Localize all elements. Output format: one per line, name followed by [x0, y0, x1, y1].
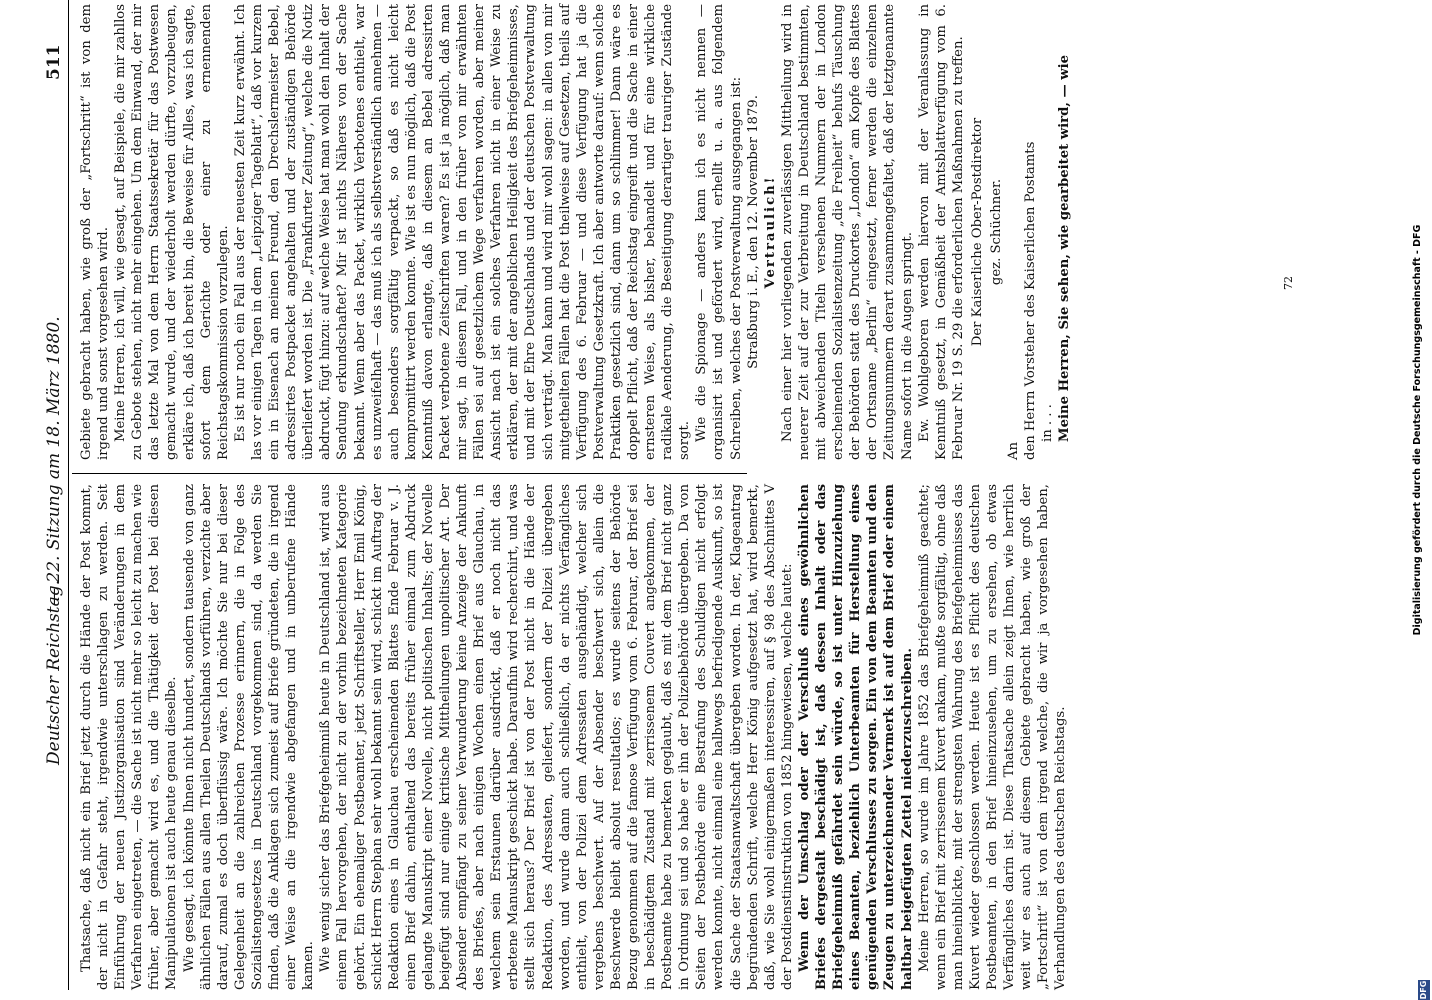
- signature-number: 72: [1282, 276, 1295, 290]
- letter-address-3: in . . .: [1040, 404, 1056, 442]
- page-number: 511: [44, 44, 64, 80]
- right-paragraph-closing: Meine Herren, Sie sehen, wie gearbeitet wird, — wie: [1057, 54, 1073, 442]
- letter-address-1: An: [1006, 441, 1022, 460]
- header-session-date: — 22. Sitzung am 18. März 1880.: [44, 316, 64, 605]
- right-column: [78, 4, 1073, 460]
- right-paragraph-2: Meine Herren, ich will, wie gesagt, auf Beispiele, die mir zahllos zu Gebote stehen, nicht mehr eingehen. Um dem Einwand, der mir das letzte Mal von dem Herrn Staatssekretär für das Postwesen gemacht wurde, und der wiederholt werden dürfte, vorzubeugen, erkläre ich, daß ich bereit bin, die Beweise für Alles, was ich sagte, sofort dem Gerichte oder einer zu ernennenden Reichstagskommission vorzulegen.: [113, 4, 231, 460]
- header-left-title: Deutscher Reichstag.: [44, 580, 64, 765]
- column-divider: [72, 473, 747, 474]
- right-paragraph-1: Gebiete gebracht haben, wie groß der „Fortschritt“ ist von dem irgend und sonst vorgesehen wird.: [79, 4, 112, 460]
- right-paragraph-4: Wie die Spionage — anders kann ich es nicht nennen — organisirt ist und gefördert wird, erhellt u. a. aus folgendem Schreiben, welches der Postverwaltung ausgegangen ist:: [694, 4, 744, 460]
- letter-dateline: Straßburg i. E., den 12. November 1879.: [745, 95, 761, 369]
- right-paragraph-3: Es ist nur noch ein Fall aus der neuesten Zeit kurz erwähnt. Ich las vor einigen Tagen in dem „Leipziger Tageblatt“, daß vor kurzem ein in Eisenach an meinen Freund, den Drechslermeister Bebel, adressirtes Postpacket angehalten und der zuständigen Behörde überliefert worden ist. Die „Frankfurter Zeitung“, welche die Notiz abdruckt, fügt hinzu: auf welche Weise hat man wohl den Inhalt der Sendung erkundschaftet? Mir ist nichts Näheres von der Sache bekannt. Wenn aber das Packet, wirklich Verbotenes enthielt, war es unzweifelhaft — das muß ich als selbstverständlich annehmen — auch besonders sorgfältig verpackt, so daß es nicht leicht kompromittirt werden konnte. Wie ist es nun möglich, daß die Post Kenntniß davon erlangte, daß in diesem an Bebel adressirten Packet verbotene Zeitschriften waren? Es ist ja möglich, daß man mir sagt, in diesem Fall, und in den früher von mir erwähnten Fällen sei auf gesetzlichem Wege verfahren worden, aber meiner Ansicht nach ist ein solches Verfahren nicht in einer Weise zu erklären, der mit der angeblichen Heiligkeit des Briefgeheimnisses, und mit der Ehre Deutschlands und der deutschen Postverwaltung sich verträgt. Man kann und wird mir wohl sagen: in allen von mir mitgetheilten Fällen hat die Post theilweise auf Gesetzen, theils auf Verfügung des 6. Februar — und diese Verfügung hat ja die Postverwaltung Gesetzkraft. Ich aber antworte darauf: wenn solche Praktiken gesetzlich sind, dann um so schlimmer! Dann wäre es doppelt Pflicht, daß der Reichstag eingreift und die Sache in einer ernsteren Weise, als bisher, behandelt und für eine wirkliche radikale Aenderung, die Beseitigung derartiger trauriger Zustände sorgt.: [232, 4, 693, 460]
- letter-body-2: Ew. Wohlgeboren werden hiervon mit der Veranlassung in Kenntniß gesetzt, in Gemäßheit der Amtsblattverfügung vom 6. Februar Nr. 19 S. 29 die erforderlichen Maßnahmen zu treffen.: [916, 4, 966, 460]
- letter-confidential: Vertraulich!: [762, 175, 778, 289]
- left-paragraph-2: Wie gesagt, ich könnte Ihnen nicht hundert, sondern tausende von ganz ähnlichen Fällen aus allen Theilen Deutschlands vorführen, verzichte aber darauf, zumal es doch überflüssig wäre. Ich möchte Sie nur bei dieser Gelegenheit an die zahlreichen Prozesse erinnern, die in Folge des Sozialistengesetzes in Deutschland vorgekommen sind, da werden Sie finden, daß die Anklagen sich zumeist auf Briefe gründeten, die in irgend einer Weise an die irgendwie abgefangen und in unberufene Hände kamen.: [181, 484, 317, 990]
- header-rule: [68, 0, 69, 990]
- letter-address-2: den Herrn Vorsteher des Kaiserlichen Postamts: [1023, 141, 1039, 460]
- letter-signature: gez. Schüchner.: [988, 178, 1004, 286]
- dfg-badge: DFG: [1419, 980, 1428, 1000]
- digitization-credit: Digitalisierung gefördert durch die Deutsche Forschungsgemeinschaft - DFG: [1412, 224, 1423, 636]
- left-quoted-regulation: Wenn der Umschlag oder der Verschluß eines gewöhnlichen Briefes dergestalt beschädigt ist, daß dessen Inhalt oder das Briefgeheimniß gefährdet sein würde, so ist unter Hinzuziehung eines Beamten, beziehlich Unterbeamten für Herstellung eines genügenden Verschlusses zu sorgen. Ein von dem Beamten und den Zeugen zu unterzeichnender Vermerk ist auf dem Brief oder einem haltbar beigefügten Zettel niederzuschreiben.: [796, 484, 915, 990]
- left-paragraph-1: Thatsache, daß nicht ein Brief jetzt durch die Hände der Post kommt, der nicht in Gefahr steht, irgendwie unterschlagen zu werden. Seit Einführung der neuen Justizorganisation sind Veränderungen in dem Verfahren eingetreten, — die Sache ist nicht mehr so leicht zu machen wie früher, aber gemacht wird es, und die Thätigkeit der Post bei diesen Manipulationen ist auch heute genau dieselbe.: [79, 484, 180, 990]
- letter-signoff: Der Kaiserliche Ober-Postdirektor: [969, 117, 985, 347]
- letter-body-1: Nach einer hier vorliegenden zuverlässigen Mittheilung wird in neuerer Zeit auf der zur Verbreitung in Deutschland bestimmten, mit abweichenden Titeln versehenen Nummern der in London erscheinenden Sozialistenzeitung „die Freiheit“ behufs Täuschung der Behörden statt des Druckortes „London“ am Kopfe des Blattes der Ortsname „Berlin“ eingesetzt, ferner werden die einzelnen Zeitungsnummern derart zusammengefaltet, daß der letztgenannte Name sofort in die Augen springt.: [779, 4, 915, 460]
- page-header: [40, 0, 76, 1000]
- left-column: [78, 484, 1069, 990]
- left-paragraph-5: Meine Herren, so wurde im Jahre 1852 das Briefgeheimniß geachtet; wenn ein Brief mit zerrissenem Kuvert ankam, mußte sorgfältig, ohne daß man hineinblickte, mit der strengsten Wahrung des Briefgeheimnisses das Kuvert wieder geschlossen werden. Heute ist es Pflicht des deutschen Postbeamten, in den Brief hineinzusehen, um zu ersehen, ob etwas Verfängliches darin ist. Diese Thatsache allein zeigt Ihnen, wie herrlich weit wir es auch auf diesem Gebiete gebracht haben, wie groß der „Fortschritt“ ist von dem irgend welche, die wir ja vorgesehen haben, Verhandlungen des deutschen Reichstags.: [916, 484, 1069, 990]
- left-paragraph-3: Wie wenig sicher das Briefgeheimniß heute in Deutschland ist, wird aus einem Fall hervorgehen, der nicht zu der vorhin bezeichneten Kategorie gehört. Ein ehemaliger Postbeamter, jetzt Schriftsteller, Herr Emil König, schickt Herrn Stephan sehr wohl bekannt sein wird, schickt im Auftrag der Redaktion eines in Glauchau erscheinenden Blattes Ende Februar v. J. einen Brief dahin, enthaltend das bereits früher einmal zum Abdruck gelangte Manuskript einer Novelle, nicht politischen Inhalts; der Novelle beigefügt sind nur einige kritische Mittheilungen unpolitischer Art. Der Absender empfängt zu seiner Verwunderung keine Anzeige der Ankunft des Briefes, aber nach einigen Wochen einen Brief aus Glauchau, in welchem sein Erstaunen darüber ausdrückt, daß er noch nicht das erbetene Manuskript geschickt habe. Daraufhin wird recherchirt, und was stellt sich heraus? Der Brief ist von der Post nicht in die Hände der Redaktion, des Adressaten, geliefert, sondern der Polizei übergeben worden, und wurde dann auch schließlich, da er nichts Verfängliches enthielt, von der Polizei dem Adressaten ausgehändigt, welcher sich vergebens beschwert. Auf der Absender beschwert sich, allein die Beschwerde bleibt absolut resultatlos; es wurde seitens der Behörde Bezug genommen auf die famose Verfügung vom 6. Februar, der Brief sei in beschädigtem Zustand mit zerrissenem Couvert angekommen, der Postbeamte habe zu bemerken geglaubt, daß es mit dem Brief nicht ganz in Ordnung sei und so habe er ihn der Polizeibehörde übergeben. Da von Seiten der Postbehörde eine Bestrafung des Schuldigen nicht erfolgt werden konnte, nicht einmal eine halbwegs befriedigende Auskunft, so ist die Sache der Staatsanwaltschaft übergeben worden. In der, Klageantrag begründenden Schrift, welche Herr König aufgesetzt hat, wird bemerkt, daß, wie Sie wohl einigermaßen interessiren, auf § 98 des Abschnittes V der Postdienstinstruktion von 1852 hingewiesen, welche lautet:: [318, 484, 795, 990]
